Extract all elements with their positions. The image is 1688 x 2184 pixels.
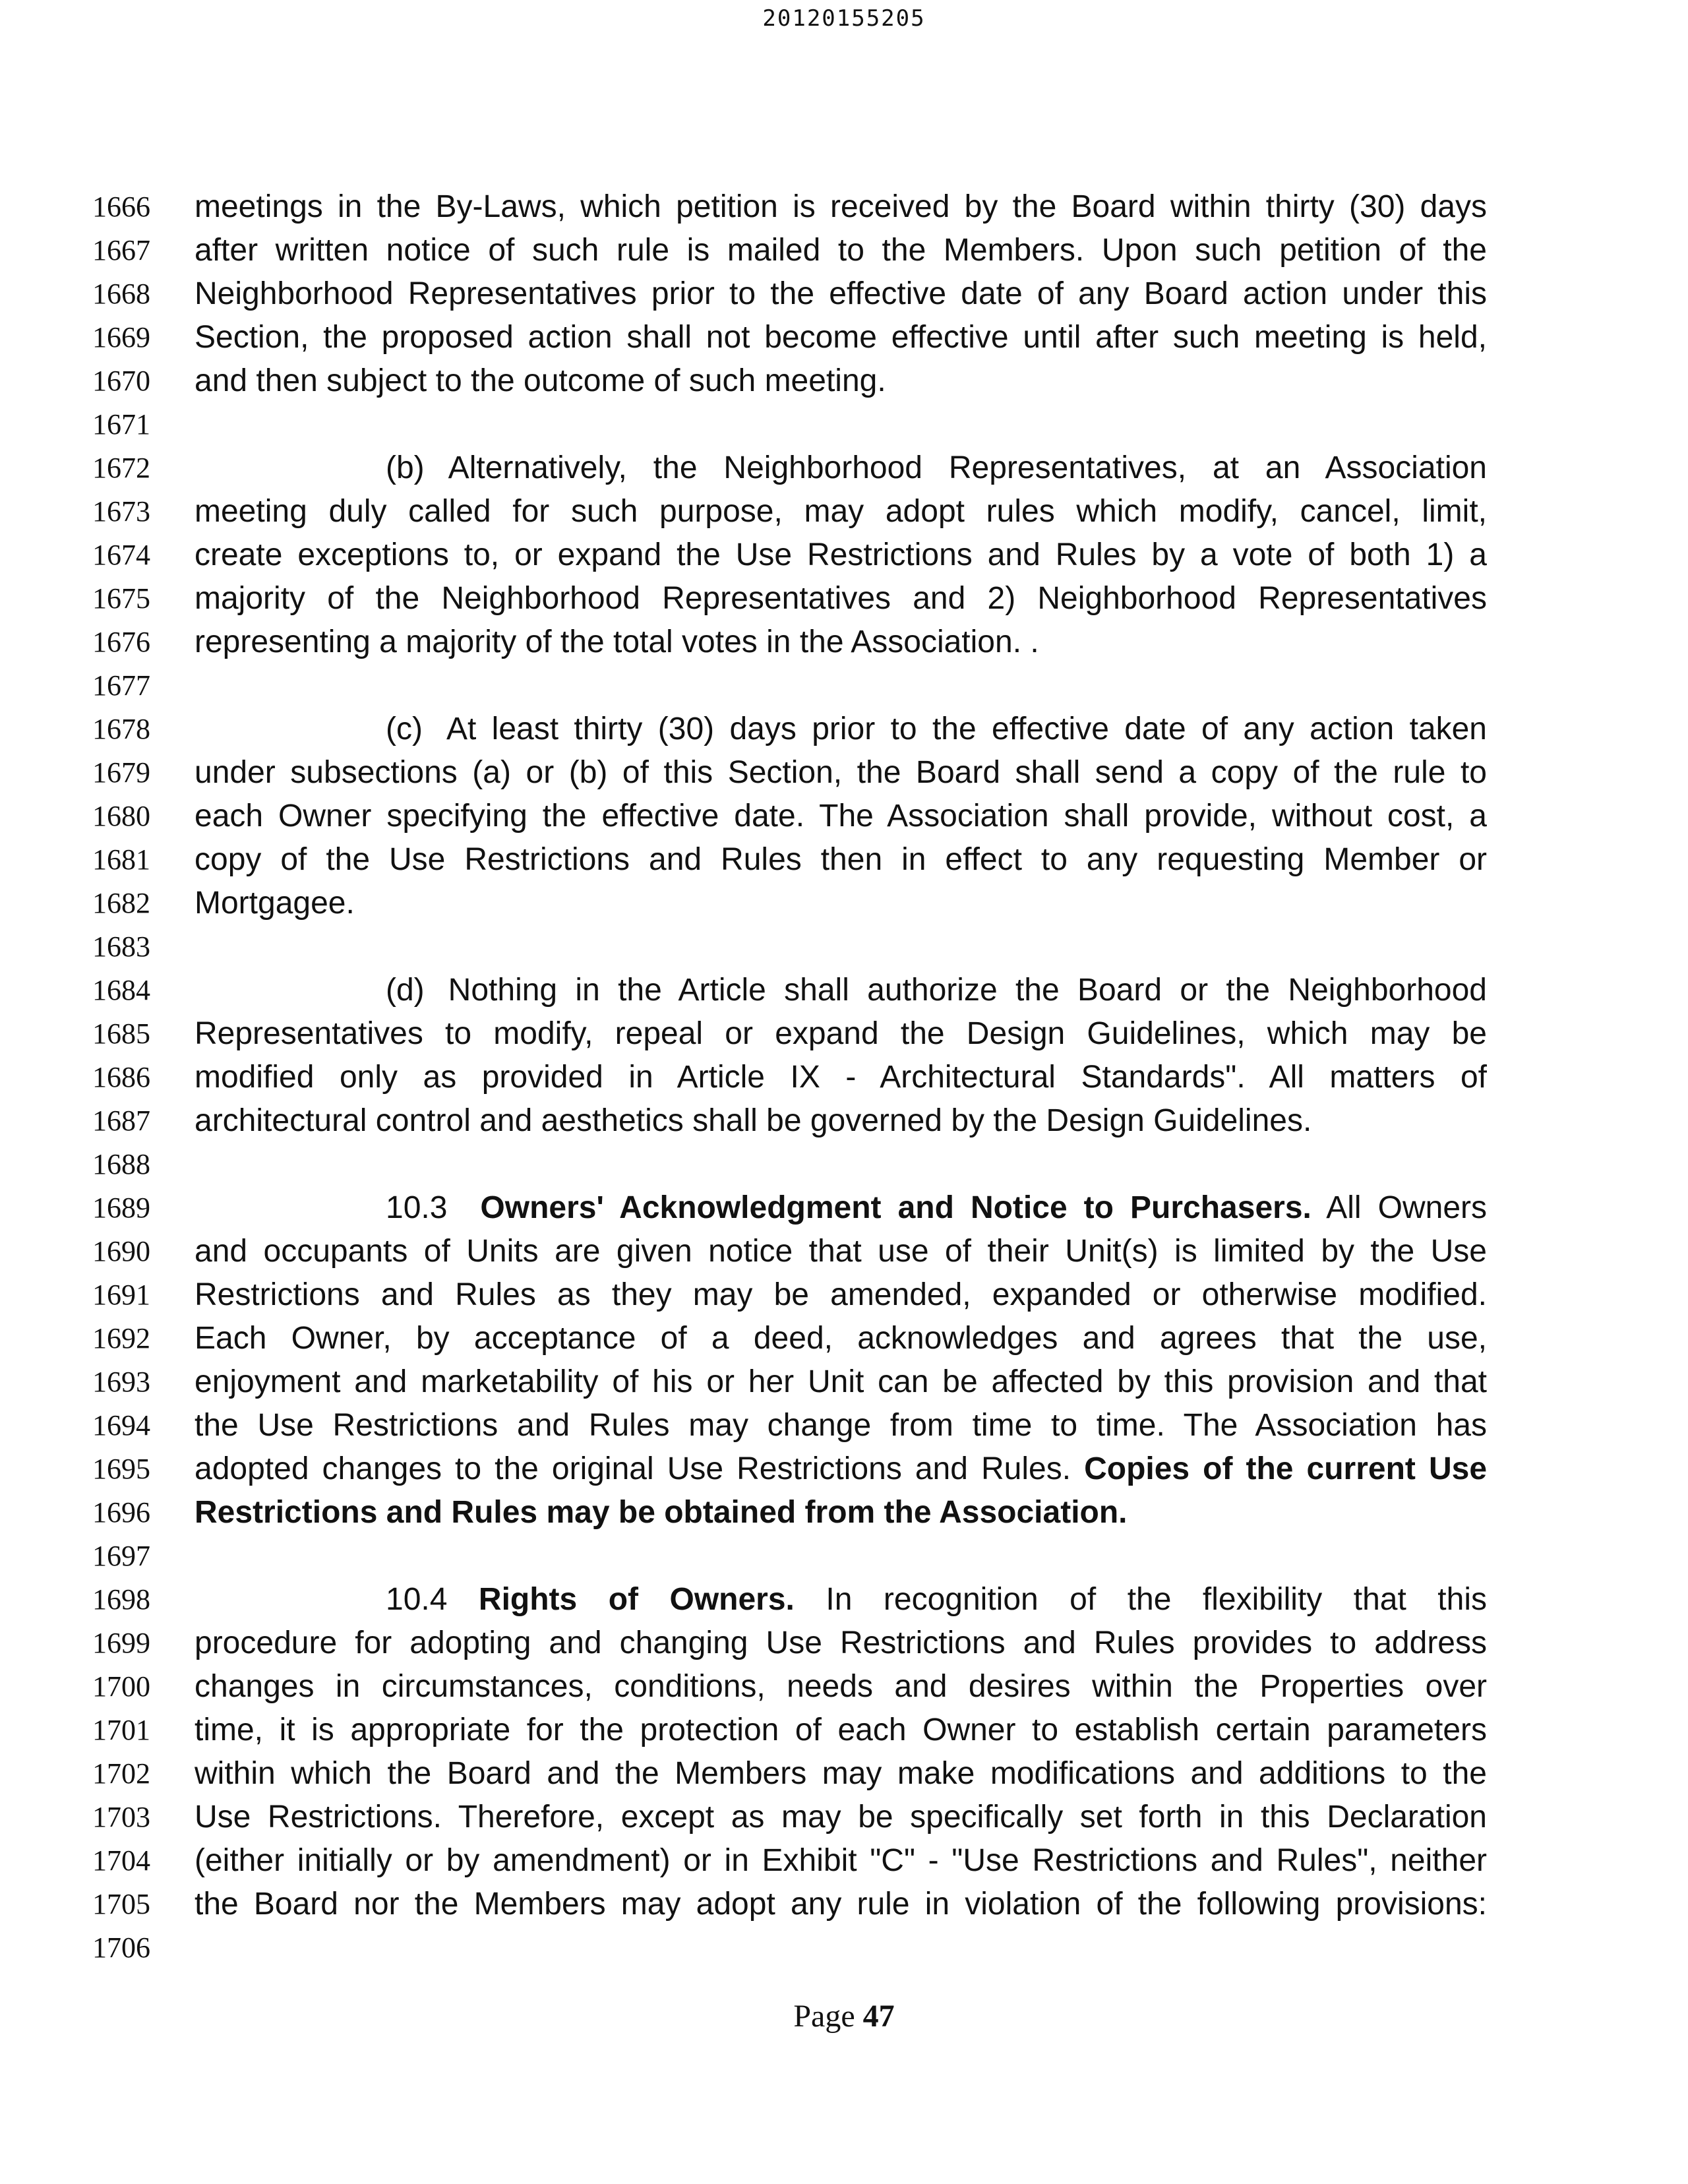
line-text: and occupants of Units are given notice that use of their Unit(s) is limited by the Use — [195, 1234, 1487, 1269]
line-text: (c) At least thirty (30) days prior to the effective date of any action taken — [386, 712, 1487, 746]
line-number: 1671 — [92, 408, 150, 440]
line-text: procedure for adopting and changing Use Restrictions and Rules provides to address — [195, 1625, 1487, 1660]
text-line — [0, 1665, 1688, 1709]
section-heading: Rights of Owners. — [478, 1582, 795, 1617]
line-number: 1698 — [92, 1583, 150, 1616]
text-line — [0, 969, 1688, 1012]
line-number: 1686 — [92, 1061, 150, 1093]
line-number: 1691 — [92, 1279, 150, 1311]
line-number: 1688 — [92, 1148, 150, 1180]
line-text: copy of the Use Restrictions and Rules then in effect to any requesting Member or — [195, 842, 1487, 877]
line-text: within which the Board and the Members may make modifications and additions to the — [195, 1756, 1487, 1791]
text-line — [0, 664, 1688, 708]
text-line — [0, 1534, 1688, 1578]
line-text: enjoyment and marketability of his or her Unit can be affected by this provision and that — [195, 1364, 1487, 1399]
text-line — [0, 1186, 1688, 1230]
line-number: 1673 — [92, 495, 150, 528]
bold-notice: Restrictions and Rules may be obtained from the Association. — [195, 1495, 1128, 1530]
subsection-label: (b) — [386, 450, 425, 485]
line-number: 1693 — [92, 1366, 150, 1398]
line-number: 1680 — [92, 800, 150, 832]
line-text: (b) Alternatively, the Neighborhood Representatives, at an Association — [386, 450, 1487, 485]
text-line — [0, 359, 1688, 403]
text-line — [0, 185, 1688, 229]
text-line — [0, 1578, 1688, 1622]
line-number: 1682 — [92, 887, 150, 919]
bold-notice: Copies of the current Use — [1084, 1451, 1488, 1486]
text-line — [0, 882, 1688, 925]
text-line — [0, 1230, 1688, 1273]
line-number: 1683 — [92, 930, 150, 963]
text-line — [0, 490, 1688, 533]
text-line — [0, 1926, 1688, 1970]
text-line — [0, 1273, 1688, 1317]
line-number: 1699 — [92, 1627, 150, 1659]
line-number: 1689 — [92, 1192, 150, 1224]
line-number: 1678 — [92, 713, 150, 745]
text-line — [0, 1143, 1688, 1186]
page-footer — [0, 1998, 1688, 2034]
line-text: Each Owner, by acceptance of a deed, acknowledges and agrees that the use, — [195, 1321, 1487, 1356]
line-number: 1706 — [92, 1931, 150, 1964]
line-number: 1697 — [92, 1540, 150, 1572]
line-number: 1705 — [92, 1888, 150, 1920]
line-number: 1674 — [92, 539, 150, 571]
line-number: 1702 — [92, 1757, 150, 1790]
line-number: 1701 — [92, 1714, 150, 1746]
text-line — [0, 1839, 1688, 1883]
line-text: the Board nor the Members may adopt any rule in violation of the following provisions: — [195, 1887, 1487, 1922]
text-line — [0, 1883, 1688, 1926]
line-number: 1694 — [92, 1409, 150, 1441]
text-line — [0, 1012, 1688, 1056]
page-label: Page — [793, 1999, 855, 2034]
subsection-label: (d) — [386, 973, 425, 1008]
line-number: 1692 — [92, 1322, 150, 1354]
text-line — [0, 577, 1688, 621]
line-number: 1684 — [92, 974, 150, 1006]
text-line — [0, 621, 1688, 664]
line-text: create exceptions to, or expand the Use Restrictions and Rules by a vote of both 1) a — [195, 537, 1487, 572]
page-number: 47 — [862, 1999, 895, 2034]
text-line — [0, 1622, 1688, 1665]
line-text: 10.3 Owners' Acknowledgment and Notice to Purchasers. All Owners — [386, 1190, 1488, 1225]
text-line — [0, 1317, 1688, 1360]
text-line — [0, 1491, 1688, 1534]
line-text: Use Restrictions. Therefore, except as may be specifically set forth in this Declaration — [195, 1800, 1487, 1835]
text-line — [0, 272, 1688, 316]
line-text: Mortgagee. — [195, 886, 355, 921]
line-number: 1704 — [92, 1844, 150, 1877]
line-number: 1672 — [92, 452, 150, 484]
line-number: 1703 — [92, 1801, 150, 1833]
line-text: (either initially or by amendment) or in Exhibit "C" - "Use Restrictions and Rules", neither — [195, 1843, 1487, 1878]
line-text: after written notice of such rule is mailed to the Members. Upon such petition of the — [195, 233, 1487, 268]
text-line — [0, 925, 1688, 969]
line-number: 1677 — [92, 669, 150, 702]
line-text: time, it is appropriate for the protection of each Owner to establish certain parameters — [195, 1713, 1487, 1747]
text-line — [0, 446, 1688, 490]
document-number: 20120155205 — [762, 5, 926, 32]
line-text: meetings in the By-Laws, which petition is received by the Board within thirty (30) days — [195, 189, 1487, 224]
subsection-label: (c) — [386, 712, 423, 746]
line-text: each Owner specifying the effective date. The Association shall provide, without cost, a — [195, 799, 1487, 834]
text-line — [0, 1709, 1688, 1752]
line-number: 1687 — [92, 1105, 150, 1137]
line-text: adopted changes to the original Use Restrictions and Rules. Copies of the current Use — [195, 1451, 1488, 1486]
line-number: 1676 — [92, 626, 150, 658]
line-text: majority of the Neighborhood Representatives and 2) Neighborhood Representatives — [195, 581, 1487, 616]
line-number: 1681 — [92, 843, 150, 876]
line-number: 1670 — [92, 365, 150, 397]
line-number: 1696 — [92, 1496, 150, 1529]
text-line — [0, 751, 1688, 795]
line-text: representing a majority of the total votes in the Association. . — [195, 624, 1039, 659]
line-number: 1668 — [92, 278, 150, 310]
line-number: 1666 — [92, 191, 150, 223]
line-text: Restrictions and Rules as they may be amended, expanded or otherwise modified. — [195, 1277, 1487, 1312]
text-line — [0, 533, 1688, 577]
text-line — [0, 1056, 1688, 1099]
line-number: 1675 — [92, 582, 150, 615]
line-text: modified only as provided in Article IX - Architectural Standards". All matters of — [195, 1060, 1487, 1095]
text-line — [0, 1360, 1688, 1404]
line-text: Neighborhood Representatives prior to the effective date of any Board action under this — [195, 276, 1487, 311]
line-number: 1685 — [92, 1017, 150, 1050]
line-text: meeting duly called for such purpose, may adopt rules which modify, cancel, limit, — [195, 494, 1487, 529]
text-line — [0, 708, 1688, 751]
text-line — [0, 795, 1688, 838]
line-text: architectural control and aesthetics shall be governed by the Design Guidelines. — [195, 1103, 1312, 1138]
line-text: Representatives to modify, repeal or expand the Design Guidelines, which may be — [195, 1016, 1487, 1051]
text-line — [0, 1099, 1688, 1143]
section-number: 10.3 — [386, 1190, 448, 1225]
section-heading: Owners' Acknowledgment and Notice to Purchasers. — [480, 1190, 1311, 1225]
text-line — [0, 1752, 1688, 1796]
line-text: (d) Nothing in the Article shall authorize the Board or the Neighborhood — [386, 973, 1487, 1008]
text-line — [0, 1447, 1688, 1491]
line-text: Section, the proposed action shall not become effective until after such meeting is held, — [195, 320, 1487, 355]
line-number: 1695 — [92, 1453, 150, 1485]
line-text: and then subject to the outcome of such meeting. — [195, 363, 886, 398]
text-line — [0, 1404, 1688, 1447]
text-line — [0, 838, 1688, 882]
text-line — [0, 403, 1688, 446]
line-text: 10.4 Rights of Owners. In recognition of the flexibility that this — [386, 1582, 1487, 1617]
text-line — [0, 1796, 1688, 1839]
text-line — [0, 316, 1688, 359]
section-number: 10.4 — [386, 1582, 448, 1617]
line-number: 1679 — [92, 756, 150, 789]
line-text: changes in circumstances, conditions, needs and desires within the Properties over — [195, 1669, 1487, 1704]
line-number: 1700 — [92, 1670, 150, 1703]
line-number: 1690 — [92, 1235, 150, 1267]
line-text: the Use Restrictions and Rules may change from time to time. The Association has — [195, 1408, 1487, 1443]
line-text: under subsections (a) or (b) of this Section, the Board shall send a copy of the rule to — [195, 755, 1487, 790]
text-line — [0, 229, 1688, 272]
line-number: 1667 — [92, 234, 150, 266]
line-number: 1669 — [92, 321, 150, 353]
